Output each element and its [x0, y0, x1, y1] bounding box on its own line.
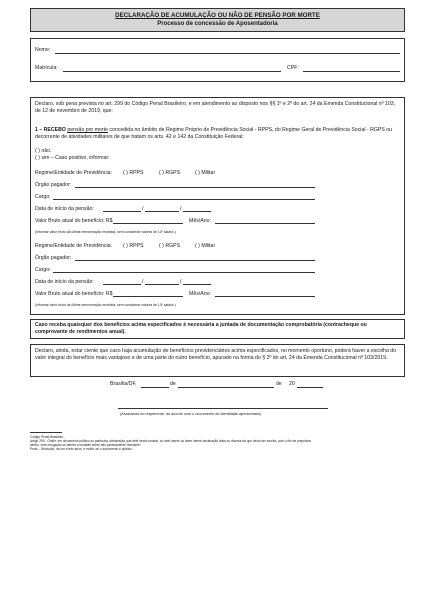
valor-field-1[interactable]: [113, 223, 183, 224]
item-1-rest: concedida no âmbito de Regime Próprio de Previdência Social - RPPS, do Regime Geral de Previdência Social - RGPS ou decorrente de atividades militares de que tratam os arts. 42 e 142 da Constituição Federal:: [35, 127, 392, 140]
month-field[interactable]: [178, 387, 274, 388]
year-prefix: 20: [289, 381, 295, 387]
rpps-checkbox-1[interactable]: ( ) RPPS: [123, 170, 144, 176]
option-sim[interactable]: ( ) sim – Caso positivo, informar:: [35, 155, 110, 161]
valor-label-1: Valor Bruto atual do benefício: R$: [35, 218, 113, 224]
signature-line[interactable]: [118, 408, 328, 409]
orgao-label-1: Órgão pagador:: [35, 182, 72, 188]
item-1-prefix: 1 – RECEBO: [35, 127, 66, 133]
matricula-label: Matrícula:: [35, 65, 58, 71]
valor-label-2: Valor Bruto atual do benefício: R$: [35, 291, 113, 297]
item-1-text: [35, 127, 400, 141]
cpf-label: CPF:: [287, 65, 299, 71]
nome-label: Nome:: [35, 47, 51, 53]
cargo-label-1: Cargo:: [35, 194, 51, 200]
day-field[interactable]: [141, 387, 169, 388]
valor-field-2[interactable]: [113, 296, 183, 297]
cpf-field[interactable]: [303, 71, 400, 72]
footer-line-1: Código Penal Brasileiro: [30, 435, 64, 439]
orgao-field-2[interactable]: [75, 260, 315, 261]
footer-line-4: Pena – Reclusão, de um a três anos, e multa, se o documento é público.: [30, 447, 133, 451]
notice-box: [30, 319, 405, 339]
place-label: Brasília/DF,: [110, 381, 137, 387]
informar-note-1: (Informar valor bruto da última remuneração recebida, sem considerar valores de 13º salário.): [35, 230, 176, 234]
orgao-field-1[interactable]: [75, 187, 315, 188]
rpps-checkbox-2[interactable]: ( ) RPPS: [123, 243, 144, 249]
document-title: DECLARAÇÃO DE ACUMULAÇÃO OU NÃO DE PENSÃO POR MORTE: [115, 12, 320, 19]
rgps-checkbox-2[interactable]: ( ) RGPS: [159, 243, 181, 249]
orgao-label-2: Órgão pagador:: [35, 255, 72, 261]
cargo-field-1[interactable]: [53, 199, 315, 200]
militar-checkbox-1[interactable]: ( ) Militar: [195, 170, 216, 176]
item-1-underlined: pensão por morte: [67, 127, 108, 133]
footer-line-3: direito, criar obrigação ou alterar a verdade sobre fato juridicamente relevante:: [30, 443, 141, 447]
data-dia-field-2[interactable]: [103, 284, 141, 285]
mes-ano-field-1[interactable]: [215, 223, 315, 224]
header-box: [30, 8, 405, 32]
option-declaration-text: Declaro, ainda, estar ciente que caso haja acumulação de benefícios previdenciários acima especificados, no momento oportuno, poderá haver a escolha do valor integral do benefício mais vantajoso e de uma parte do outro benefício, apurado na forma do § 2º do art. 24 da Emenda Constitucional nº 103/2019.: [35, 348, 397, 361]
identification-box: [30, 38, 405, 82]
regime-label-2: Regime/Entidade de Previdência:: [35, 243, 112, 249]
option-nao[interactable]: ( ) não.: [35, 148, 52, 154]
data-slash: /: [180, 206, 182, 212]
militar-checkbox-2[interactable]: ( ) Militar: [195, 243, 216, 249]
de-label-1: de: [170, 381, 176, 387]
informar-note-2: (Informar valor bruto da última remuneração recebida, sem considerar valores de 13º salário.): [35, 303, 176, 307]
footer-divider: [30, 432, 62, 433]
regime-label-1: Regime/Entidade de Previdência:: [35, 170, 112, 176]
rgps-checkbox-1[interactable]: ( ) RGPS: [159, 170, 181, 176]
mes-ano-field-2[interactable]: [215, 296, 315, 297]
data-inicio-label-2: Data de início da pensão:: [35, 279, 94, 285]
footer-line-2: Artigo 299 - Omitir, em documento público ou particular, declaração que dele devia constar, ou nele inserir ou fazer inserir declaração falsa ou diversa da que devia ser escrita, com o fim de prejudicar: [30, 439, 312, 443]
declaration-box: [30, 97, 405, 315]
data-inicio-label-1: Data de início da pensão:: [35, 206, 94, 212]
data-mes-field-1[interactable]: [145, 211, 179, 212]
data-dia-field-1[interactable]: [103, 211, 141, 212]
notice-text: Caso receba quaisquer dos benefícios acima especificados é necessária a juntada de documentação comprobatória (contracheque ou comprovante de rendimentos anual).: [35, 322, 367, 335]
data-mes-field-2[interactable]: [145, 284, 179, 285]
data-ano-field-1[interactable]: [183, 211, 211, 212]
document-subtitle: Processo de concessão de Aposentadoria: [157, 21, 278, 27]
de-label-2: de: [276, 381, 282, 387]
year-field[interactable]: [297, 387, 323, 388]
option-declaration-box: [30, 344, 405, 377]
data-slash: /: [142, 206, 144, 212]
data-ano-field-2[interactable]: [183, 284, 211, 285]
matricula-field[interactable]: [63, 71, 281, 72]
cargo-field-2[interactable]: [53, 272, 315, 273]
mes-ano-label-2: Mês/Ano:: [189, 291, 211, 297]
data-slash: /: [180, 279, 182, 285]
data-slash: /: [142, 279, 144, 285]
mes-ano-label-1: Mês/Ano:: [189, 218, 211, 224]
nome-field[interactable]: [55, 53, 400, 54]
intro-text: Declaro, sob pena prevista no art. 299 do Código Penal Brasileiro, e em atendimento ao disposto nos §§ 1º e 2º do art. 24 da Emenda Constitucional nº 103, de 12 de novembro de 2019, que:: [35, 101, 396, 114]
signature-caption: (Assinatura do requerente, de acordo com o documento de identidade apresentado): [120, 412, 262, 416]
cargo-label-2: Cargo:: [35, 267, 51, 273]
